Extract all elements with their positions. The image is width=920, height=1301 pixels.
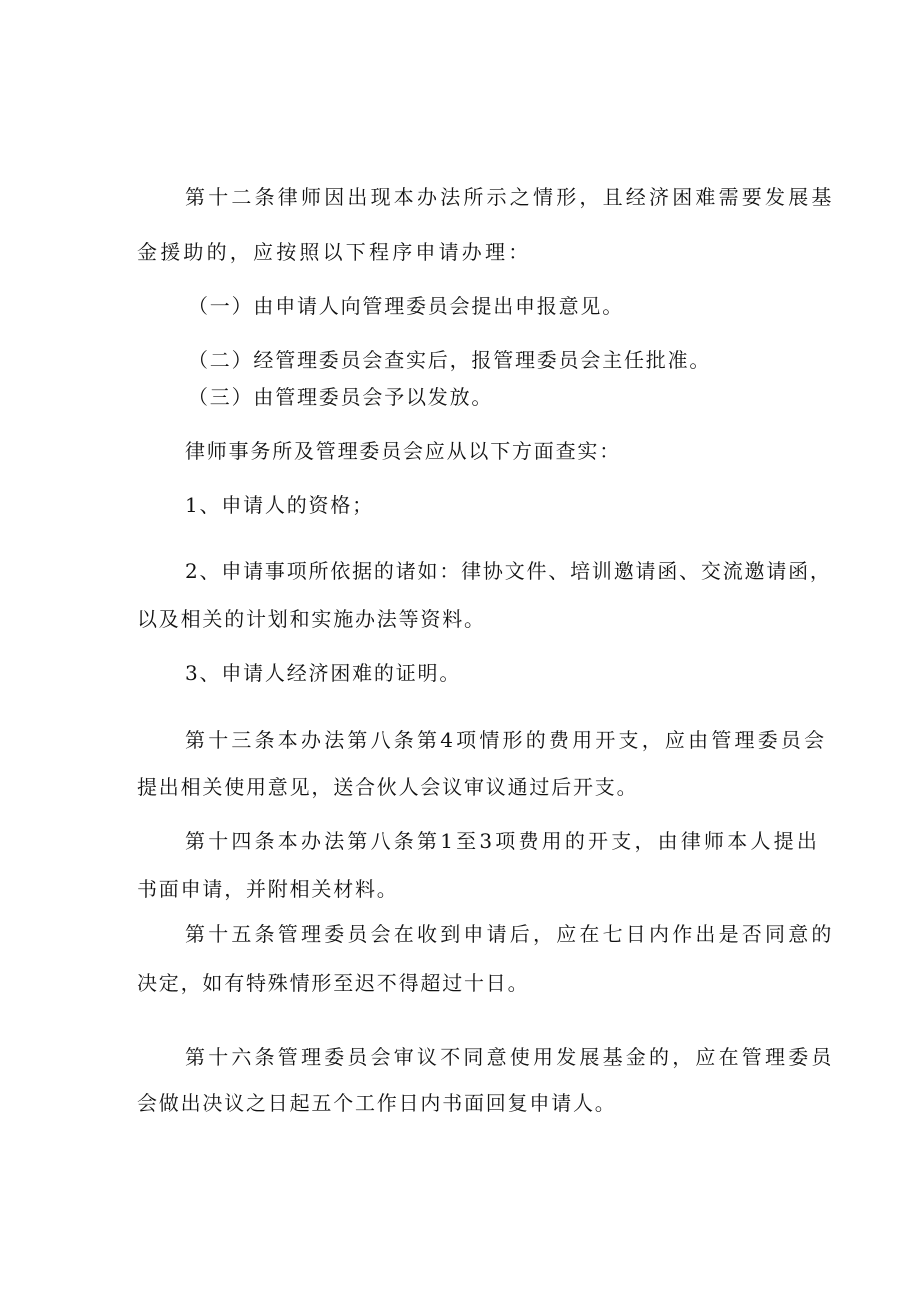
article-13-line-2: 提出相关使用意见，送合伙人会议审议通过后开支。 xyxy=(137,775,639,799)
article-15-line-2: 决定，如有特殊情形至迟不得超过十日。 xyxy=(137,971,530,995)
verification-item-2-line-2: 以及相关的计划和实施办法等资料。 xyxy=(137,607,486,631)
article-14-line-1: 第十四条本办法第八条第1至3项费用的开支，由律师本人提出 xyxy=(185,829,821,853)
verification-item-1: 1、申请人的资格； xyxy=(185,493,374,517)
article-14-line-2: 书面申请，并附相关材料。 xyxy=(137,877,399,901)
verification-item-3: 3、申请人经济困难的证明。 xyxy=(185,661,462,685)
verification-item-2-line-1: 2、申请事项所依据的诸如：律协文件、培训邀请函、交流邀请函， xyxy=(185,559,832,583)
article-12-line-1: 第十二条律师因出现本办法所示之情形，且经济困难需要发展基 xyxy=(185,185,835,209)
article-12-line-2: 金援助的，应按照以下程序申请办理： xyxy=(137,240,532,264)
article-13-line-1: 第十三条本办法第八条第4项情形的费用开支，应由管理委员会 xyxy=(185,728,828,752)
article-16-line-1: 第十六条管理委员会审议不同意使用发展基金的，应在管理委员 xyxy=(185,1045,835,1069)
procedure-item-3: （三）由管理委员会予以发放。 xyxy=(188,385,494,409)
procedure-item-1: （一）由申请人向管理委员会提出申报意见。 xyxy=(188,294,624,318)
article-15-line-1: 第十五条管理委员会在收到申请后，应在七日内作出是否同意的 xyxy=(185,922,835,946)
verification-intro: 律师事务所及管理委员会应从以下方面查实： xyxy=(185,439,621,463)
article-16-line-2: 会做出决议之日起五个工作日内书面回复申请人。 xyxy=(137,1091,617,1115)
procedure-item-2: （二）经管理委员会查实后，报管理委员会主任批准。 xyxy=(188,348,712,372)
